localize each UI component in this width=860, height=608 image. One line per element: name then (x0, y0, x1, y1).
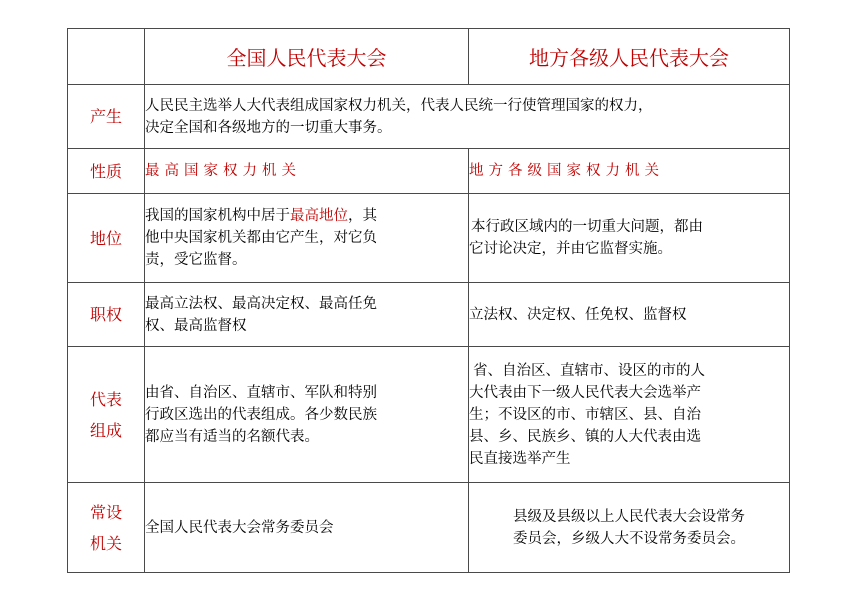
origin-line-1: 人民民主选举人大代表组成国家权力机关，代表人民统一行使管理国家的权力， (145, 97, 653, 114)
status-local (469, 194, 790, 283)
composition-local (469, 347, 790, 483)
composition-local-line-4: 县、乡、民族乡、镇的人大代表由选 (469, 428, 701, 445)
label-status: 地位 (68, 194, 145, 283)
row-powers (68, 283, 790, 347)
composition-local-line-5: 民直接选举产生 (469, 450, 571, 467)
label-composition-line-2: 组成 (89, 420, 122, 440)
status-national (145, 194, 469, 283)
nature-local-text: 地方各级国家权力机关 (469, 163, 664, 179)
row-standing (68, 483, 790, 573)
origin-text (145, 85, 790, 149)
composition-national-line-1: 由省、自治区、直辖市、军队和特别 (145, 384, 377, 401)
header-local-npc: 地方各级人民代表大会 (469, 29, 790, 85)
label-standing (68, 483, 145, 573)
powers-local: 立法权、决定权、任免权、监督权 (469, 283, 790, 347)
row-status (68, 194, 790, 283)
row-nature (68, 149, 790, 194)
label-powers: 职权 (68, 283, 145, 347)
status-national-line-1 (145, 205, 468, 227)
composition-local-line-3: 生；不设区的市、市辖区、县、自治 (469, 406, 701, 423)
header-row (68, 29, 790, 85)
standing-local-line-1: 县级及县级以上人民代表大会设常务 (513, 508, 745, 525)
label-composition-line-1: 代表 (89, 389, 122, 409)
composition-national-line-2: 行政区选出的代表组成。各少数民族 (145, 406, 377, 423)
corner-cell (68, 29, 145, 85)
composition-national-line-3: 都应当有适当的名额代表。 (145, 428, 319, 445)
nature-national (145, 149, 469, 194)
comparison-table (67, 28, 790, 573)
nature-national-text: 最高国家权力机关 (145, 163, 301, 179)
status-local-line-1: 本行政区域内的一切重大问题，都由 (471, 219, 703, 235)
status-highlight: 最高地位 (290, 208, 348, 224)
standing-local-line-2: 委员会，乡级人大不设常务委员会。 (513, 530, 745, 547)
nature-local (469, 149, 790, 194)
row-origin (68, 85, 790, 149)
powers-national-line-2: 权、最高监督权 (145, 317, 247, 334)
status-national-line-2: 他中央国家机关都由它产生，对它负 (145, 230, 377, 246)
status-national-pre: 我国的国家机构中居于 (145, 208, 290, 224)
powers-national (145, 283, 469, 347)
label-nature: 性质 (68, 149, 145, 194)
label-origin: 产生 (68, 85, 145, 149)
label-standing-line-1: 常设 (89, 502, 122, 522)
powers-national-line-1: 最高立法权、最高决定权、最高任免 (145, 295, 377, 312)
status-national-line-3: 责，受它监督。 (145, 252, 247, 268)
header-national-npc: 全国人民代表大会 (145, 29, 469, 85)
composition-national (145, 347, 469, 483)
standing-local (469, 483, 790, 573)
standing-national: 全国人民代表大会常务委员会 (145, 483, 469, 573)
origin-line-2: 决定全国和各级地方的一切重大事务。 (145, 119, 392, 136)
label-composition (68, 347, 145, 483)
status-national-post: ，其 (348, 208, 377, 224)
status-local-line-2: 它讨论决定，并由它监督实施。 (469, 241, 672, 257)
row-composition (68, 347, 790, 483)
composition-local-line-1: 省、自治区、直辖市、设区的市的人 (473, 362, 705, 379)
label-standing-line-2: 机关 (89, 533, 122, 553)
composition-local-line-2: 大代表由下一级人民代表大会选举产 (469, 384, 701, 401)
